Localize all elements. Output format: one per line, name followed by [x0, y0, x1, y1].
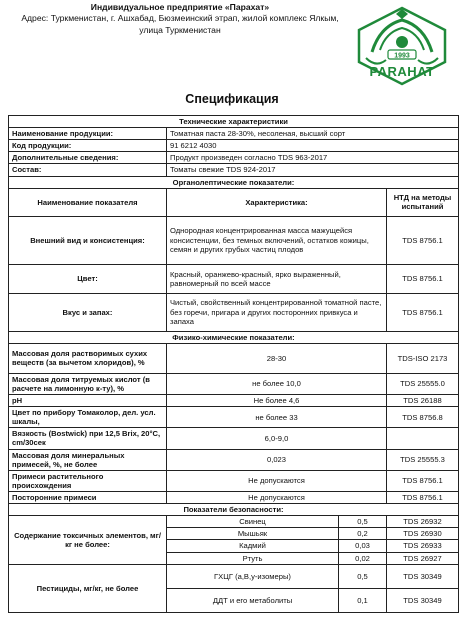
physchem-row-ntd: TDS-ISO 2173 [387, 343, 459, 373]
col-characteristic: Характеристика: [167, 188, 387, 216]
toxic-element-name: Ртуть [167, 552, 339, 564]
product-code-value: 91 6212 4030 [167, 140, 459, 152]
composition-label: Состав: [9, 164, 167, 176]
appearance-ntd: TDS 8756.1 [387, 216, 459, 264]
physchem-row-name: Массовая доля титруемых кислот (в расчете на лимонную к-ту), % [9, 373, 167, 394]
physchem-row-value: не более 33 [167, 407, 387, 428]
document-header [0, 0, 464, 92]
document-title: Спецификация [185, 92, 279, 106]
toxic-element-ntd: TDS 26930 [387, 528, 459, 540]
organization-address: Адрес: Туркменистан, г. Ашхабад, Бюзмеинский этрап, жилой комплекс Ялкым, улица Туркменистан [21, 13, 339, 35]
physchem-row-value: Не допускаются [167, 491, 387, 503]
pesticide-ntd: TDS 30349 [387, 564, 459, 588]
taste-value: Чистый, свойственный концентрированной томатной пасте, без горечи, пригара и других посторонних привкуса и запаха [167, 293, 387, 331]
color-ntd: TDS 8756.1 [387, 264, 459, 293]
physchem-row-ntd: TDS 25555.3 [387, 449, 459, 470]
physchem-row-value: 6,0-9,0 [167, 428, 387, 449]
pesticide-ntd: TDS 30349 [387, 588, 459, 612]
col-indicator-name: Наименование показателя [9, 188, 167, 216]
physchem-row-ntd: TDS 25555.0 [387, 373, 459, 394]
tech-heading: Технические характеристики [9, 116, 459, 128]
toxic-element-value: 0,02 [339, 552, 387, 564]
toxic-element-ntd: TDS 26932 [387, 516, 459, 528]
toxic-element-name: Свинец [167, 516, 339, 528]
logo-wordmark: PARAHAT [369, 64, 435, 79]
physchem-row-name: Массовая доля минеральных примесей, %, не более [9, 449, 167, 470]
physchem-row-ntd: TDS 8756.1 [387, 491, 459, 503]
physchem-row-value: Не допускаются [167, 470, 387, 491]
physchem-heading: Физико-химические показатели: [9, 331, 459, 343]
physchem-row-value: 0,023 [167, 449, 387, 470]
physchem-row-value: 28-30 [167, 343, 387, 373]
physchem-row-name: Вязкость (Bostwick) при 12,5 Brix, 20°C, cm/30сек [9, 428, 167, 449]
taste-ntd: TDS 8756.1 [387, 293, 459, 331]
physchem-row-name: Массовая доля растворимых сухих веществ (за вычетом хлоридов), % [9, 343, 167, 373]
toxic-element-ntd: TDS 26927 [387, 552, 459, 564]
svg-text:1993: 1993 [394, 52, 410, 60]
physchem-row-name: Цвет по прибору Томаколор, дел. усл. шкалы, [9, 407, 167, 428]
appearance-value: Однородная концентрированная масса мажущейся консистенции, без темных включений, остатков кожицы, семян и других грубых частиц плодов [167, 216, 387, 264]
taste-label: Вкус и запах: [9, 293, 167, 331]
organization-name: Индивидуальное предприятие «Парахат» [90, 2, 270, 12]
physchem-row-ntd: TDS 8756.1 [387, 470, 459, 491]
safety-heading: Показатели безопасности: [9, 504, 459, 516]
physchem-row-value: Не более 4,6 [167, 394, 387, 406]
toxic-elements-label: Содержание токсичных элементов, мг/кг не более: [9, 516, 167, 564]
product-name-label: Наименование продукции: [9, 128, 167, 140]
extra-info-value: Продукт произведен согласно TDS 963-2017 [167, 152, 459, 164]
appearance-label: Внешний вид и консистенция: [9, 216, 167, 264]
specification-table [8, 115, 459, 613]
physchem-row-name: Посторонние примеси [9, 491, 167, 503]
composition-value: Томаты свежие TDS 924-2017 [167, 164, 459, 176]
pesticide-value: 0,1 [339, 588, 387, 612]
physchem-row-value: не более 10,0 [167, 373, 387, 394]
toxic-element-value: 0,2 [339, 528, 387, 540]
physchem-row-ntd [387, 428, 459, 449]
pesticide-name: ГХЦГ (а,В,у-изомеры) [167, 564, 339, 588]
physchem-row-name: Примеси растительного происхождения [9, 470, 167, 491]
pesticide-value: 0,5 [339, 564, 387, 588]
toxic-element-name: Кадмий [167, 540, 339, 552]
physchem-row-ntd: TDS 8756.8 [387, 407, 459, 428]
toxic-element-ntd: TDS 26933 [387, 540, 459, 552]
toxic-element-value: 0,5 [339, 516, 387, 528]
color-label: Цвет: [9, 264, 167, 293]
product-code-label: Код продукции: [9, 140, 167, 152]
toxic-element-value: 0,03 [339, 540, 387, 552]
physchem-row-name: pH [9, 394, 167, 406]
col-ntd: НТД на методы испытаний [387, 188, 459, 216]
toxic-element-name: Мышьяк [167, 528, 339, 540]
physchem-row-ntd: TDS 26188 [387, 394, 459, 406]
product-name-value: Томатная паста 28-30%, несоленая, высший сорт [167, 128, 459, 140]
pesticides-label: Пестициды, мг/кг, не более [9, 564, 167, 612]
color-value: Красный, оранжево-красный, ярко выраженный, равномерный по всей массе [167, 264, 387, 293]
organoleptic-heading: Органолептические показатели: [9, 176, 459, 188]
extra-info-label: Дополнительные сведения: [9, 152, 167, 164]
pesticide-name: ДДТ и его метаболиты [167, 588, 339, 612]
